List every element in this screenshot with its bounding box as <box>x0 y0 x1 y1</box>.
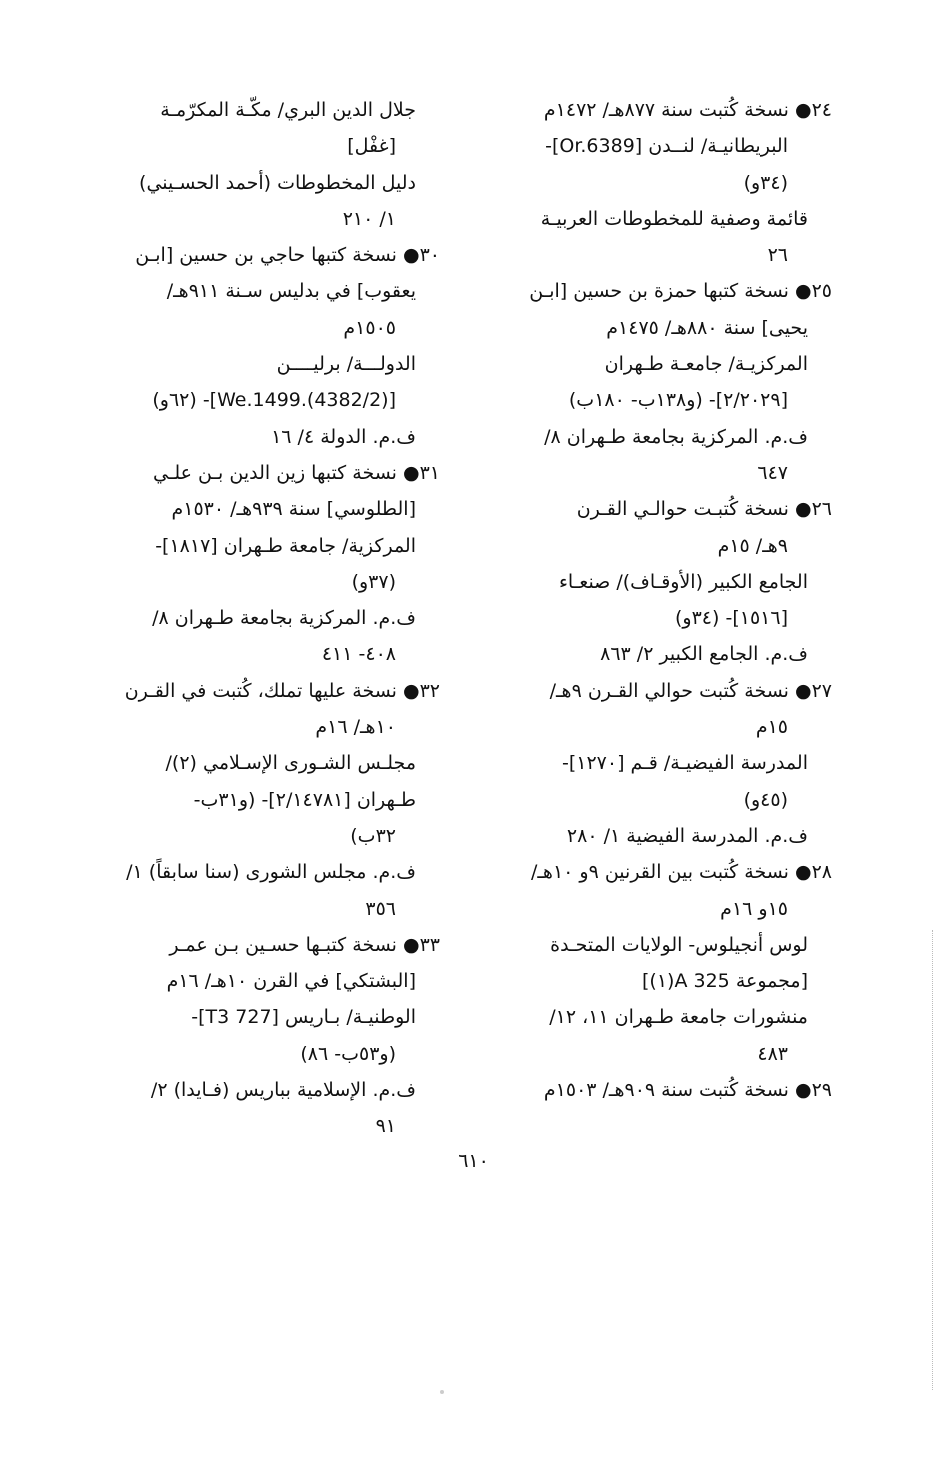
entry-28-library: لوس أنجيلوس- الولايات المتحـدة <box>550 933 808 956</box>
entry-31-library: المركزية/ جامعة طـهران [١٨١٧]- <box>155 534 416 557</box>
entry-28-shelfmark: [مجموعة A 325(١)] <box>642 970 808 993</box>
entry-27-title: ٢٧● نسخة كُتبت حوالي القـرن ٩هـ/ <box>549 679 832 702</box>
entry-25-shelfmark: [٢/٢٠٢٩]- (و١٣٨ب- ١٨٠ب) <box>568 389 788 412</box>
entry-25-title: ٢٥● نسخة كتبها حمزة بن حسين [ابـن <box>529 280 832 303</box>
entry-24-library: البريطانيـة/ لنــدن [Or.6389]- <box>545 135 788 158</box>
entry-27-folio: (٤٥و) <box>743 788 788 811</box>
entry-28-reference: منشورات جامعة طـهران ١١، ١٢/ <box>549 1006 808 1029</box>
entry-33-reference-page: ٩١ <box>375 1115 396 1138</box>
entry-33-library: الوطنيـة/ بـاريس [T3 727]- <box>191 1006 416 1029</box>
entry-31-reference: ف.م. المركزية بجامعة طـهران ٨/ <box>152 607 416 630</box>
entry-33-reference: ف.م. الإسلامية بباريس (فـايدا) ٢/ <box>150 1079 416 1102</box>
entry-27-date: ١٥م <box>755 716 788 739</box>
entry-31-folio: (٣٧و) <box>351 570 396 593</box>
page-number: ٦١٠ <box>458 1150 489 1172</box>
entry-32-reference: ف.م. مجلس الشورى (سنا سابقاً) ١/ <box>126 861 416 884</box>
entry-24-reference: قائمة وصفية للمخطوطات العربيـة <box>540 207 808 230</box>
entry-29-library: جلال الدين البري/ مكّـة المكرّمـة <box>160 99 416 121</box>
entry-32-library: مجلـس الشـورى الإسـلامي (٢)/ <box>165 752 416 775</box>
entry-30-date-ce: ١٥٠٥م <box>343 316 396 339</box>
entry-31-reference-page: ٤٠٨- ٤١١ <box>321 643 396 666</box>
right-column <box>460 92 832 1108</box>
entry-30-date: يعقوب] في بدليس سـنة ٩١١هـ/ <box>166 280 416 303</box>
entry-32-date: ١٠هـ/ ١٦م <box>315 716 396 739</box>
entry-31-date: [الطلوسي] سنة ٩٣٩هـ/ ١٥٣٠م <box>171 498 416 521</box>
entry-29-shelfmark: [غفْل] <box>347 135 396 158</box>
entry-27-library: المدرسة الفيضيـة/ قـم [١٢٧٠]- <box>561 752 808 775</box>
entry-32-title: ٣٢● نسخة عليها تملك، كُتبت في القـرن <box>124 679 440 702</box>
entry-25-reference: ف.م. المركزية بجامعة طـهران ٨/ <box>544 425 808 448</box>
left-column <box>60 92 440 1145</box>
entry-30-title: ٣٠● نسخة كتبها حاجي بن حسين [ابـن <box>135 244 440 267</box>
entry-28-date: ١٥و ١٦م <box>720 897 788 920</box>
entry-32-folio: ٣٢ب) <box>350 824 396 847</box>
entry-26-date: ٩هـ/ ١٥م <box>717 534 788 557</box>
entry-29-reference: دليل المخطوطات (أحمد الحسـيني) <box>139 171 416 194</box>
entry-31-title: ٣١● نسخة كتبها زين الدين بـن علـي <box>152 461 440 484</box>
scan-speck <box>440 1390 444 1394</box>
entry-26-shelfmark: [١٥١٦]- (٣٤و) <box>675 607 788 630</box>
entry-32-reference-page: ٣٥٦ <box>365 897 396 920</box>
entry-30-reference: ف.م. الدولة ٤/ ١٦ <box>271 425 416 448</box>
entry-28-reference-page: ٤٨٣ <box>757 1042 788 1065</box>
entry-28-title: ٢٨● نسخة كُتبت بين القرنين ٩و ١٠هـ/ <box>530 861 832 884</box>
scan-margin-dots <box>932 930 933 1390</box>
entry-27-reference: ف.م. المدرسة الفيضية ١/ ٢٨٠ <box>566 824 808 847</box>
entry-25-reference-page: ٦٤٧ <box>757 461 788 484</box>
entry-30-library: الدولـــة/ برليــــن <box>276 353 416 376</box>
entry-25-date: يحيى] سنة ٨٨٠هـ/ ١٤٧٥م <box>606 316 808 339</box>
entry-26-library: الجامع الكبير (الأوقـاف)/ صنعـاء <box>558 570 808 593</box>
entry-29-title: ٢٩● نسخة كُتبت سنة ٩٠٩هـ/ ١٥٠٣م <box>543 1079 832 1102</box>
entry-24-folio: (٣٤و) <box>743 171 788 194</box>
entry-26-title: ٢٦● نسخة كُتبـت حوالـي القـرن <box>576 498 832 521</box>
entry-30-shelfmark: [We.1499.(4382/2)]- (٦٢و) <box>152 389 396 412</box>
entry-32-shelfmark: طـهران [٢/١٤٧٨١]- (و٣١ب- <box>193 788 416 811</box>
entry-33-folio: (و٥٣ب- ٨٦) <box>300 1042 396 1065</box>
entry-25-library: المركزيـة/ جامعـة طـهران <box>604 353 808 376</box>
entry-33-title: ٣٣● نسخة كتبـها حسـين بـن عمـر <box>169 933 440 956</box>
entry-26-reference: ف.م. الجامع الكبير ٢/ ٨٦٣ <box>600 643 808 666</box>
entry-29-reference-page: ١/ ٢١٠ <box>342 207 396 230</box>
entry-24-title: ٢٤● نسخة كُتبت سنة ٨٧٧هـ/ ١٤٧٢م <box>543 99 832 121</box>
entry-24-reference-page: ٢٦ <box>767 244 788 267</box>
entry-33-date: [البشتكي] في القرن ١٠هـ/ ١٦م <box>166 970 416 993</box>
